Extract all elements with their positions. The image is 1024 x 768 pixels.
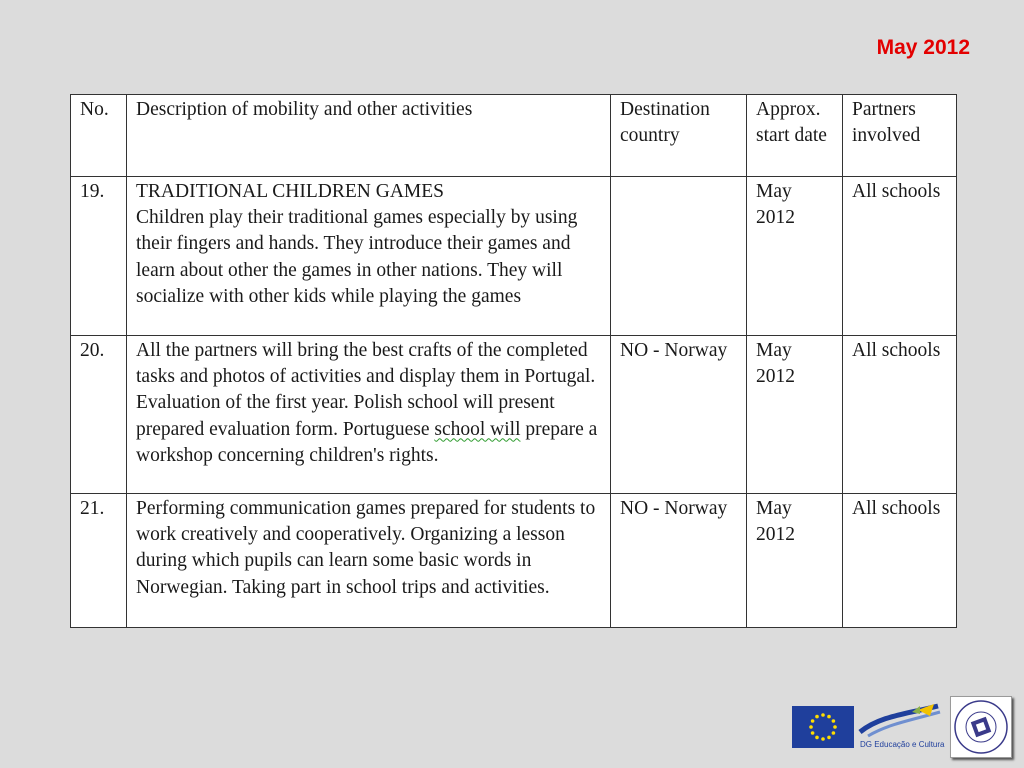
cell-destination: NO - Norway xyxy=(611,336,747,494)
cell-no: 19. xyxy=(71,177,127,336)
cell-start-date: May 2012 xyxy=(747,177,843,336)
table-header-row xyxy=(71,95,957,177)
cell-no: 20. xyxy=(71,336,127,494)
table-row xyxy=(71,177,957,336)
cell-partners: All schools xyxy=(843,177,957,336)
column-header-no: No. xyxy=(71,95,127,177)
activity-title: TRADITIONAL CHILDREN GAMES xyxy=(136,181,445,202)
program-caption: DG Educação e Cultura xyxy=(860,740,945,749)
column-header-start-date: Approx. start date xyxy=(747,95,843,177)
column-header-description: Description of mobility and other activities xyxy=(127,95,611,177)
cell-no: 21. xyxy=(71,494,127,628)
activities-table xyxy=(70,94,957,628)
table-row xyxy=(71,336,957,494)
cell-partners: All schools xyxy=(843,494,957,628)
table-row xyxy=(71,494,957,628)
cell-description: Performing communication games prepared for students to work creatively and cooperatively. Organizing a lesson during which pupils can learn some basic words in Norwegian. Taking part in school trips and activities. xyxy=(127,494,611,628)
cell-partners: All schools xyxy=(843,336,957,494)
cell-start-date: May 2012 xyxy=(747,336,843,494)
school-seal-icon xyxy=(950,696,1012,758)
activity-description-part: All the partners will bring the best crafts of the completed tasks and photos of activities and display them in Portugal. Evaluation of the first year. Polish school will present prepared evaluation form. Portuguese xyxy=(136,340,596,440)
column-header-destination: Destination country xyxy=(611,95,747,177)
column-header-partners: Partners involved xyxy=(843,95,957,177)
cell-destination xyxy=(611,177,747,336)
cell-destination: NO - Norway xyxy=(611,494,747,628)
cell-start-date: May 2012 xyxy=(747,494,843,628)
footer-logos xyxy=(792,696,1012,762)
activity-description: Children play their traditional games especially by using their fingers and hands. They introduce their games and learn about other the games in other nations. They will socialize with other kids while playing the games xyxy=(136,207,578,307)
eu-flag-icon xyxy=(792,706,854,748)
activity-description-part: prepare a workshop concerning children's rights. xyxy=(136,418,598,466)
spellcheck-flagged-text: school will xyxy=(434,418,521,440)
activities-table-container xyxy=(70,94,956,627)
cell-description xyxy=(127,177,611,336)
page-date-label: May 2012 xyxy=(876,36,970,59)
cell-description xyxy=(127,336,611,494)
